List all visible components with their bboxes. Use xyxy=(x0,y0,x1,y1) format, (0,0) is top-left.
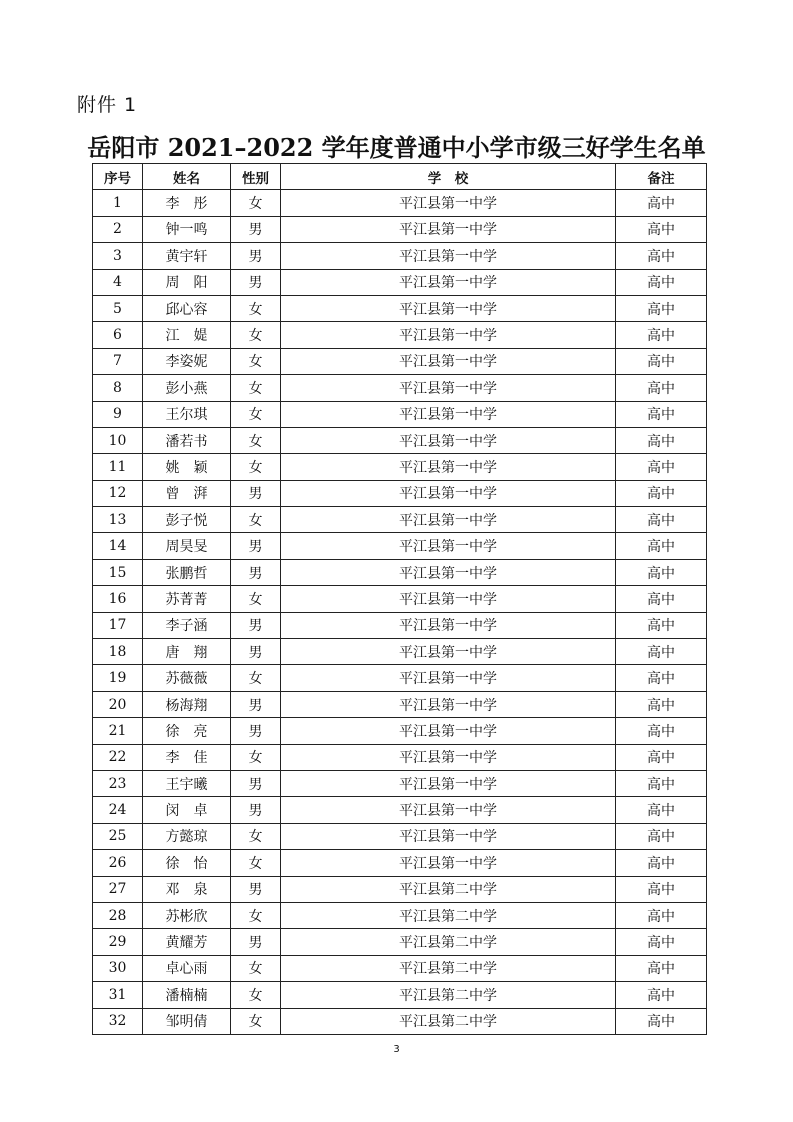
cell-index: 6 xyxy=(93,322,143,348)
cell-name: 李姿妮 xyxy=(143,348,231,374)
cell-index: 30 xyxy=(93,955,143,981)
cell-school: 平江县第一中学 xyxy=(281,850,616,876)
table-row xyxy=(93,401,707,427)
cell-gender: 男 xyxy=(231,533,281,559)
cell-gender: 女 xyxy=(231,823,281,849)
table-row xyxy=(93,612,707,638)
cell-school: 平江县第二中学 xyxy=(281,902,616,928)
cell-school: 平江县第一中学 xyxy=(281,665,616,691)
cell-gender: 男 xyxy=(231,243,281,269)
cell-gender: 女 xyxy=(231,586,281,612)
cell-school: 平江县第一中学 xyxy=(281,639,616,665)
cell-school: 平江县第二中学 xyxy=(281,982,616,1008)
cell-index: 32 xyxy=(93,1008,143,1034)
table-row xyxy=(93,744,707,770)
student-roster-table xyxy=(92,163,707,1035)
cell-note: 高中 xyxy=(616,665,707,691)
cell-school: 平江县第一中学 xyxy=(281,322,616,348)
cell-index: 12 xyxy=(93,480,143,506)
cell-gender: 男 xyxy=(231,216,281,242)
cell-name: 江 媞 xyxy=(143,322,231,348)
cell-name: 彭子悦 xyxy=(143,507,231,533)
cell-name: 徐 怡 xyxy=(143,850,231,876)
table-row xyxy=(93,982,707,1008)
cell-index: 16 xyxy=(93,586,143,612)
cell-school: 平江县第一中学 xyxy=(281,559,616,585)
cell-school: 平江县第一中学 xyxy=(281,533,616,559)
cell-index: 7 xyxy=(93,348,143,374)
table-row xyxy=(93,797,707,823)
cell-gender: 女 xyxy=(231,507,281,533)
cell-name: 张鹏哲 xyxy=(143,559,231,585)
cell-school: 平江县第一中学 xyxy=(281,454,616,480)
cell-note: 高中 xyxy=(616,269,707,295)
cell-index: 9 xyxy=(93,401,143,427)
cell-name: 卓心雨 xyxy=(143,955,231,981)
cell-index: 28 xyxy=(93,902,143,928)
table-row xyxy=(93,507,707,533)
cell-note: 高中 xyxy=(616,639,707,665)
cell-gender: 女 xyxy=(231,190,281,216)
cell-index: 13 xyxy=(93,507,143,533)
cell-index: 25 xyxy=(93,823,143,849)
cell-note: 高中 xyxy=(616,295,707,321)
cell-school: 平江县第一中学 xyxy=(281,691,616,717)
cell-index: 8 xyxy=(93,375,143,401)
table-row xyxy=(93,533,707,559)
cell-name: 苏薇薇 xyxy=(143,665,231,691)
cell-school: 平江县第一中学 xyxy=(281,190,616,216)
cell-index: 1 xyxy=(93,190,143,216)
cell-name: 王尔琪 xyxy=(143,401,231,427)
cell-note: 高中 xyxy=(616,322,707,348)
cell-name: 李子涵 xyxy=(143,612,231,638)
cell-index: 19 xyxy=(93,665,143,691)
table-row xyxy=(93,269,707,295)
cell-index: 3 xyxy=(93,243,143,269)
cell-gender: 男 xyxy=(231,612,281,638)
cell-index: 23 xyxy=(93,770,143,796)
cell-note: 高中 xyxy=(616,691,707,717)
table-row xyxy=(93,665,707,691)
table-row xyxy=(93,427,707,453)
table-row xyxy=(93,216,707,242)
cell-gender: 女 xyxy=(231,295,281,321)
cell-school: 平江县第二中学 xyxy=(281,929,616,955)
cell-name: 黄宇轩 xyxy=(143,243,231,269)
cell-index: 26 xyxy=(93,850,143,876)
cell-index: 15 xyxy=(93,559,143,585)
cell-index: 31 xyxy=(93,982,143,1008)
attachment-label: 附件 1 xyxy=(77,94,138,116)
cell-school: 平江县第一中学 xyxy=(281,612,616,638)
table-row xyxy=(93,639,707,665)
cell-name: 方懿琼 xyxy=(143,823,231,849)
cell-note: 高中 xyxy=(616,797,707,823)
cell-note: 高中 xyxy=(616,190,707,216)
cell-name: 彭小燕 xyxy=(143,375,231,401)
cell-note: 高中 xyxy=(616,744,707,770)
table-row xyxy=(93,559,707,585)
cell-note: 高中 xyxy=(616,427,707,453)
cell-index: 2 xyxy=(93,216,143,242)
cell-note: 高中 xyxy=(616,850,707,876)
header-index: 序号 xyxy=(93,164,143,190)
cell-gender: 女 xyxy=(231,1008,281,1034)
cell-note: 高中 xyxy=(616,876,707,902)
cell-school: 平江县第一中学 xyxy=(281,718,616,744)
cell-school: 平江县第一中学 xyxy=(281,269,616,295)
cell-school: 平江县第一中学 xyxy=(281,797,616,823)
cell-gender: 男 xyxy=(231,797,281,823)
cell-index: 4 xyxy=(93,269,143,295)
cell-index: 20 xyxy=(93,691,143,717)
cell-note: 高中 xyxy=(616,348,707,374)
cell-name: 邓 泉 xyxy=(143,876,231,902)
cell-name: 李 佳 xyxy=(143,744,231,770)
cell-gender: 男 xyxy=(231,876,281,902)
cell-gender: 女 xyxy=(231,955,281,981)
cell-gender: 女 xyxy=(231,401,281,427)
cell-gender: 女 xyxy=(231,665,281,691)
header-school: 学 校 xyxy=(281,164,616,190)
cell-school: 平江县第一中学 xyxy=(281,348,616,374)
table-row xyxy=(93,375,707,401)
cell-gender: 女 xyxy=(231,850,281,876)
cell-school: 平江县第一中学 xyxy=(281,823,616,849)
cell-school: 平江县第一中学 xyxy=(281,586,616,612)
cell-school: 平江县第一中学 xyxy=(281,216,616,242)
table-row xyxy=(93,243,707,269)
cell-name: 唐 翔 xyxy=(143,639,231,665)
cell-index: 18 xyxy=(93,639,143,665)
cell-index: 17 xyxy=(93,612,143,638)
cell-school: 平江县第一中学 xyxy=(281,401,616,427)
cell-gender: 男 xyxy=(231,559,281,585)
cell-note: 高中 xyxy=(616,982,707,1008)
table-row xyxy=(93,902,707,928)
cell-name: 黄耀芳 xyxy=(143,929,231,955)
cell-note: 高中 xyxy=(616,823,707,849)
cell-name: 徐 亮 xyxy=(143,718,231,744)
cell-school: 平江县第一中学 xyxy=(281,770,616,796)
cell-school: 平江县第一中学 xyxy=(281,427,616,453)
cell-gender: 女 xyxy=(231,375,281,401)
cell-name: 邹明倩 xyxy=(143,1008,231,1034)
cell-name: 闵 卓 xyxy=(143,797,231,823)
cell-school: 平江县第二中学 xyxy=(281,1008,616,1034)
header-gender: 性别 xyxy=(231,164,281,190)
table-row xyxy=(93,770,707,796)
cell-index: 14 xyxy=(93,533,143,559)
page-number: 3 xyxy=(393,1044,400,1055)
cell-gender: 女 xyxy=(231,348,281,374)
table-row xyxy=(93,190,707,216)
table-row xyxy=(93,955,707,981)
cell-name: 曾 湃 xyxy=(143,480,231,506)
cell-gender: 男 xyxy=(231,718,281,744)
cell-school: 平江县第一中学 xyxy=(281,480,616,506)
cell-name: 苏彬欣 xyxy=(143,902,231,928)
cell-index: 11 xyxy=(93,454,143,480)
cell-note: 高中 xyxy=(616,243,707,269)
table-header-row xyxy=(93,164,707,190)
cell-gender: 男 xyxy=(231,269,281,295)
cell-school: 平江县第二中学 xyxy=(281,876,616,902)
cell-gender: 女 xyxy=(231,454,281,480)
cell-gender: 男 xyxy=(231,691,281,717)
cell-index: 29 xyxy=(93,929,143,955)
cell-index: 10 xyxy=(93,427,143,453)
cell-note: 高中 xyxy=(616,612,707,638)
cell-name: 周昊旻 xyxy=(143,533,231,559)
cell-note: 高中 xyxy=(616,480,707,506)
cell-gender: 女 xyxy=(231,322,281,348)
table-row xyxy=(93,1008,707,1034)
cell-name: 钟一鸣 xyxy=(143,216,231,242)
cell-gender: 男 xyxy=(231,929,281,955)
cell-gender: 男 xyxy=(231,480,281,506)
cell-school: 平江县第一中学 xyxy=(281,507,616,533)
table-row xyxy=(93,876,707,902)
cell-index: 21 xyxy=(93,718,143,744)
table-row xyxy=(93,586,707,612)
cell-note: 高中 xyxy=(616,375,707,401)
cell-note: 高中 xyxy=(616,929,707,955)
cell-note: 高中 xyxy=(616,507,707,533)
cell-school: 平江县第二中学 xyxy=(281,955,616,981)
cell-note: 高中 xyxy=(616,559,707,585)
cell-name: 李 彤 xyxy=(143,190,231,216)
table-row xyxy=(93,480,707,506)
table-row xyxy=(93,295,707,321)
cell-school: 平江县第一中学 xyxy=(281,295,616,321)
cell-index: 22 xyxy=(93,744,143,770)
cell-name: 王宇曦 xyxy=(143,770,231,796)
cell-school: 平江县第一中学 xyxy=(281,744,616,770)
header-note: 备注 xyxy=(616,164,707,190)
cell-gender: 女 xyxy=(231,982,281,1008)
table-row xyxy=(93,322,707,348)
cell-index: 24 xyxy=(93,797,143,823)
table-row xyxy=(93,850,707,876)
cell-note: 高中 xyxy=(616,401,707,427)
document-title: 岳阳市 2021–2022 学年度普通中小学市级三好学生名单 xyxy=(87,133,706,162)
cell-gender: 女 xyxy=(231,427,281,453)
cell-name: 杨海翔 xyxy=(143,691,231,717)
cell-note: 高中 xyxy=(616,1008,707,1034)
cell-note: 高中 xyxy=(616,770,707,796)
cell-note: 高中 xyxy=(616,216,707,242)
cell-gender: 男 xyxy=(231,639,281,665)
cell-note: 高中 xyxy=(616,955,707,981)
cell-name: 潘楠楠 xyxy=(143,982,231,1008)
table-row xyxy=(93,929,707,955)
table-row xyxy=(93,823,707,849)
header-name: 姓名 xyxy=(143,164,231,190)
cell-name: 苏菁菁 xyxy=(143,586,231,612)
table-row xyxy=(93,454,707,480)
cell-name: 邱心容 xyxy=(143,295,231,321)
cell-note: 高中 xyxy=(616,902,707,928)
cell-note: 高中 xyxy=(616,454,707,480)
cell-school: 平江县第一中学 xyxy=(281,243,616,269)
cell-note: 高中 xyxy=(616,718,707,744)
cell-gender: 女 xyxy=(231,744,281,770)
cell-gender: 男 xyxy=(231,770,281,796)
cell-note: 高中 xyxy=(616,533,707,559)
cell-gender: 女 xyxy=(231,902,281,928)
table-row xyxy=(93,691,707,717)
cell-name: 潘若书 xyxy=(143,427,231,453)
cell-index: 27 xyxy=(93,876,143,902)
cell-name: 周 阳 xyxy=(143,269,231,295)
table-row xyxy=(93,718,707,744)
table-row xyxy=(93,348,707,374)
cell-school: 平江县第一中学 xyxy=(281,375,616,401)
cell-note: 高中 xyxy=(616,586,707,612)
cell-name: 姚 颖 xyxy=(143,454,231,480)
table-body xyxy=(93,190,707,1035)
cell-index: 5 xyxy=(93,295,143,321)
